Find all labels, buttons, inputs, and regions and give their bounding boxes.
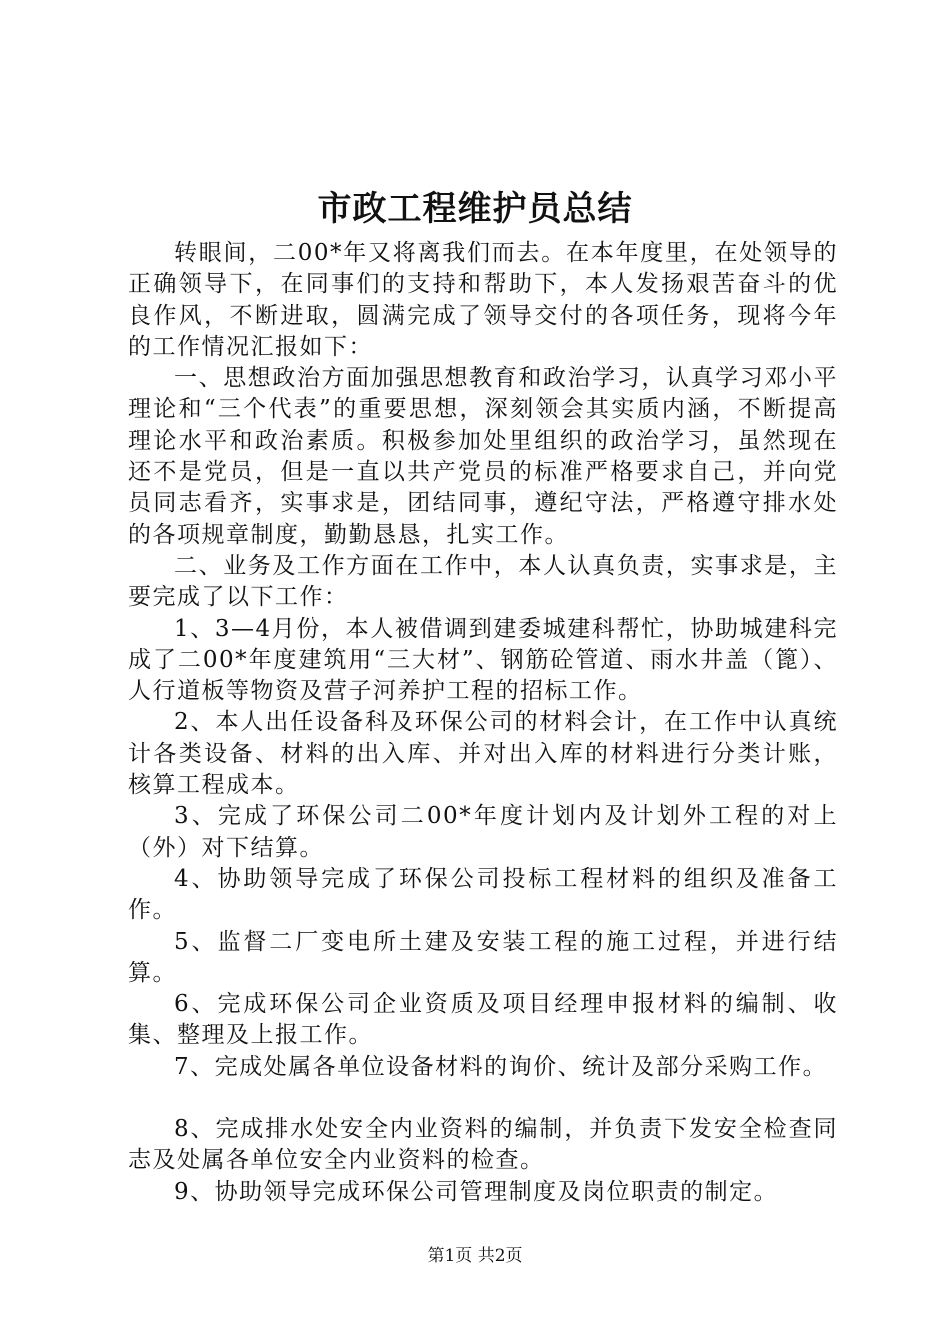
paragraph-intro: 转眼间，二00*年又将离我们而去。在本年度里，在处领导的正确领导下，在同事们的支持和帮助下，本人发扬艰苦奋斗的优良作风，不断进取，圆满完成了领导交付的各项任务，现将今年的工作情况汇报如下：: [128, 240, 838, 360]
list-item-2: 2、本人出任设备科及环保公司的材料会计，在工作中认真统计各类设备、材料的出入库、并对出入库的材料进行分类计账，核算工程成本。: [128, 709, 838, 799]
paragraph-section-1: 一、思想政治方面加强思想教育和政治学习，认真学习邓小平理论和“三个代表”的重要思想，深刻领会其实质内涵，不断提高理论水平和政治素质。积极参加处里组织的政治学习，虽然现在还不是党员，但是一直以共产党员的标准严格要求自己，并向党员同志看齐，实事求是，团结同事，遵纪守法，严格遵守排水处的各项规章制度，勤勤恳恳，扎实工作。: [128, 365, 838, 548]
list-item-8: 8、完成排水处安全内业资料的编制，并负责下发安全检查同志及处属各单位安全内业资料的检查。: [128, 1116, 838, 1174]
paragraph-section-2: 二、业务及工作方面在工作中，本人认真负责，实事求是，主要完成了以下工作：: [128, 552, 838, 611]
list-item-9: 9、协助领导完成环保公司管理制度及岗位职责的制定。: [174, 1178, 779, 1205]
list-item-5: 5、监督二厂变电所土建及安装工程的施工过程，并进行结算。: [128, 928, 838, 986]
document-title: 市政工程维护员总结: [317, 189, 633, 229]
list-item-7: 7、完成处属各单位设备材料的询价、统计及部分采购工作。: [174, 1053, 828, 1080]
page-number-footer: 第1页 共2页: [427, 1246, 523, 1266]
document-body: [128, 238, 838, 1208]
list-item-4: 4、协助领导完成了环保公司投标工程材料的组织及准备工作。: [128, 865, 838, 924]
list-item-1: 1、3—4月份，本人被借调到建委城建科帮忙，协助城建科完成了二00*年度建筑用“三大材”、钢筋砼管道、雨水井盖（篦）、人行道板等物资及营子河养护工程的招标工作。: [128, 615, 838, 705]
list-item-3: 3、完成了环保公司二00*年度计划内及计划外工程的对上（外）对下结算。: [128, 803, 838, 861]
list-item-6: 6、完成环保公司企业资质及项目经理申报材料的编制、收集、整理及上报工作。: [128, 991, 838, 1049]
